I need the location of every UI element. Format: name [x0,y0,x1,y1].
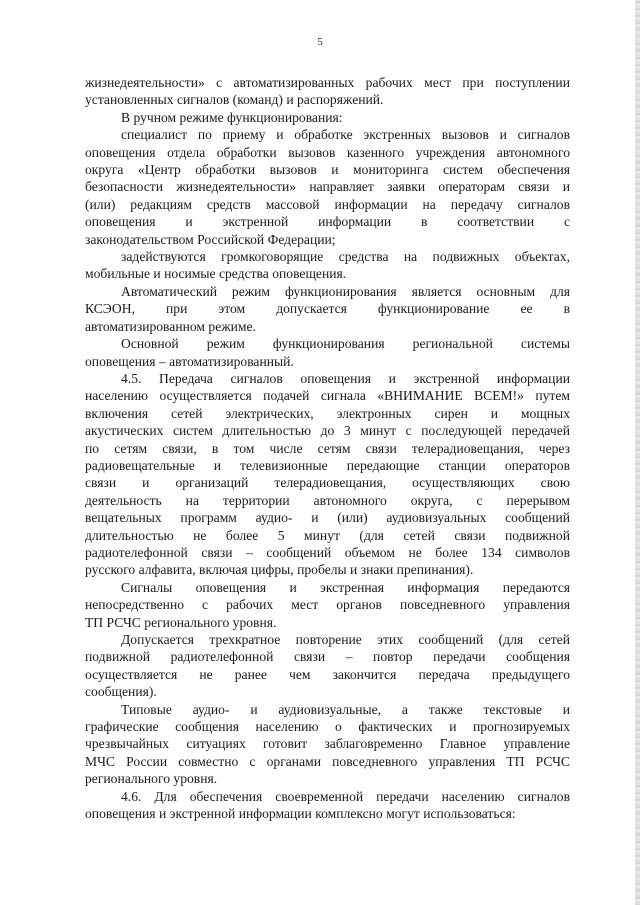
text-line: специалист по приему и обработке экстренных вызовов и сигналов [121,127,570,143]
text-line: оповещения – автоматизированный. [85,353,294,369]
text-line: русского алфавита, включая цифры, пробелы и знаки препинания). [85,562,474,578]
text-line: ТП РСЧС регионального уровня. [85,614,277,630]
text-line: 4.5. Передача сигналов оповещения и экстренной информации [121,370,570,386]
text-line: деятельность на территории автономного округа, с перерывом [85,492,570,508]
text-line: округа «Центр обработки вызовов и мониторинга систем обеспечения [85,162,570,178]
text-line: мобильные и носимые средства оповещения. [85,266,347,282]
text-line: включения сетей электрических, электронных сирен и мощных [85,405,570,421]
text-line: Допускается трехкратное повторение этих сообщений (для сетей [121,632,570,647]
body-text [85,74,570,822]
text-line: радиотелефонной связи – сообщений объемом не более 134 символов [85,544,570,560]
text-line: Типовые аудио- и аудиовизуальные, а также текстовые и [121,701,570,717]
text-line: Основной режим функционирования региональной системы [121,336,570,352]
text-line: подвижной радиотелефонной связи – повтор передачи сообщения [85,649,570,665]
text-line: оповещения и экстренной информации в соответствии с [85,214,570,230]
text-line: населению осуществляется подачей сигнала «ВНИМАНИЕ ВСЕМ!» путем [85,388,570,404]
text-line: сообщения). [85,684,157,700]
text-line: оповещения отдела обработки вызовов казенного учреждения автономного [85,144,570,160]
text-line: Автоматический режим функционирования является основным для [121,283,570,299]
text-line: чрезвычайных ситуациях готовит заблаговременно Главное управление [85,736,570,752]
text-line: автоматизированном режиме. [85,318,256,334]
text-line: Сигналы оповещения и экстренная информация передаются [121,579,570,595]
text-line: безопасности жизнедеятельности» направляет заявки операторам связи и [85,179,570,195]
text-line: задействуются громкоговорящие средства на подвижных объектах, [121,249,570,265]
text-line: (или) редакциям средств массовой информации на передачу сигналов [85,196,570,212]
text-line: непосредственно с рабочих мест органов повседневного управления [85,597,570,613]
text-line: радиовещательные и телевизионные передающие станции операторов [85,457,570,473]
text-line: КСЭОН, при этом допускается функционирование ее в [85,301,570,317]
text-line: длительностью не более 5 минут (для сетей связи подвижной [85,527,570,543]
text-line: вещательных программ аудио- и (или) аудиовизуальных сообщений [85,510,570,526]
text-line: осуществляется не ранее чем закончится передача предыдущего [85,666,570,682]
text-line: В ручном режиме функционирования: [121,109,343,125]
page-number: 5 [317,36,323,48]
text-line: МЧС России совместно с органами повседневного управления ТП РСЧС [85,753,570,769]
text-line: акустических систем длительностью до 3 минут с последующей передачей [85,423,570,439]
text-line: связи и организаций телерадиовещания, осуществляющих свою [85,475,570,491]
scan-edge [635,0,640,905]
text-line: 4.6. Для обеспечения своевременной передачи населению сигналов [121,788,570,804]
text-line: оповещения и экстренной информации комплексно могут использоваться: [85,806,516,822]
text-line: графические сообщения населению о фактических и прогнозируемых [85,719,570,735]
text-line: по сетям связи, в том числе сетям связи телерадиовещания, через [85,440,570,456]
text-line: законодательством Российской Федерации; [85,231,336,247]
text-line: регионального уровня. [85,771,218,787]
text-line: установленных сигналов (команд) и распоряжений. [85,92,384,108]
text-line: жизнедеятельности» с автоматизированных рабочих мест при поступлении [85,75,570,90]
